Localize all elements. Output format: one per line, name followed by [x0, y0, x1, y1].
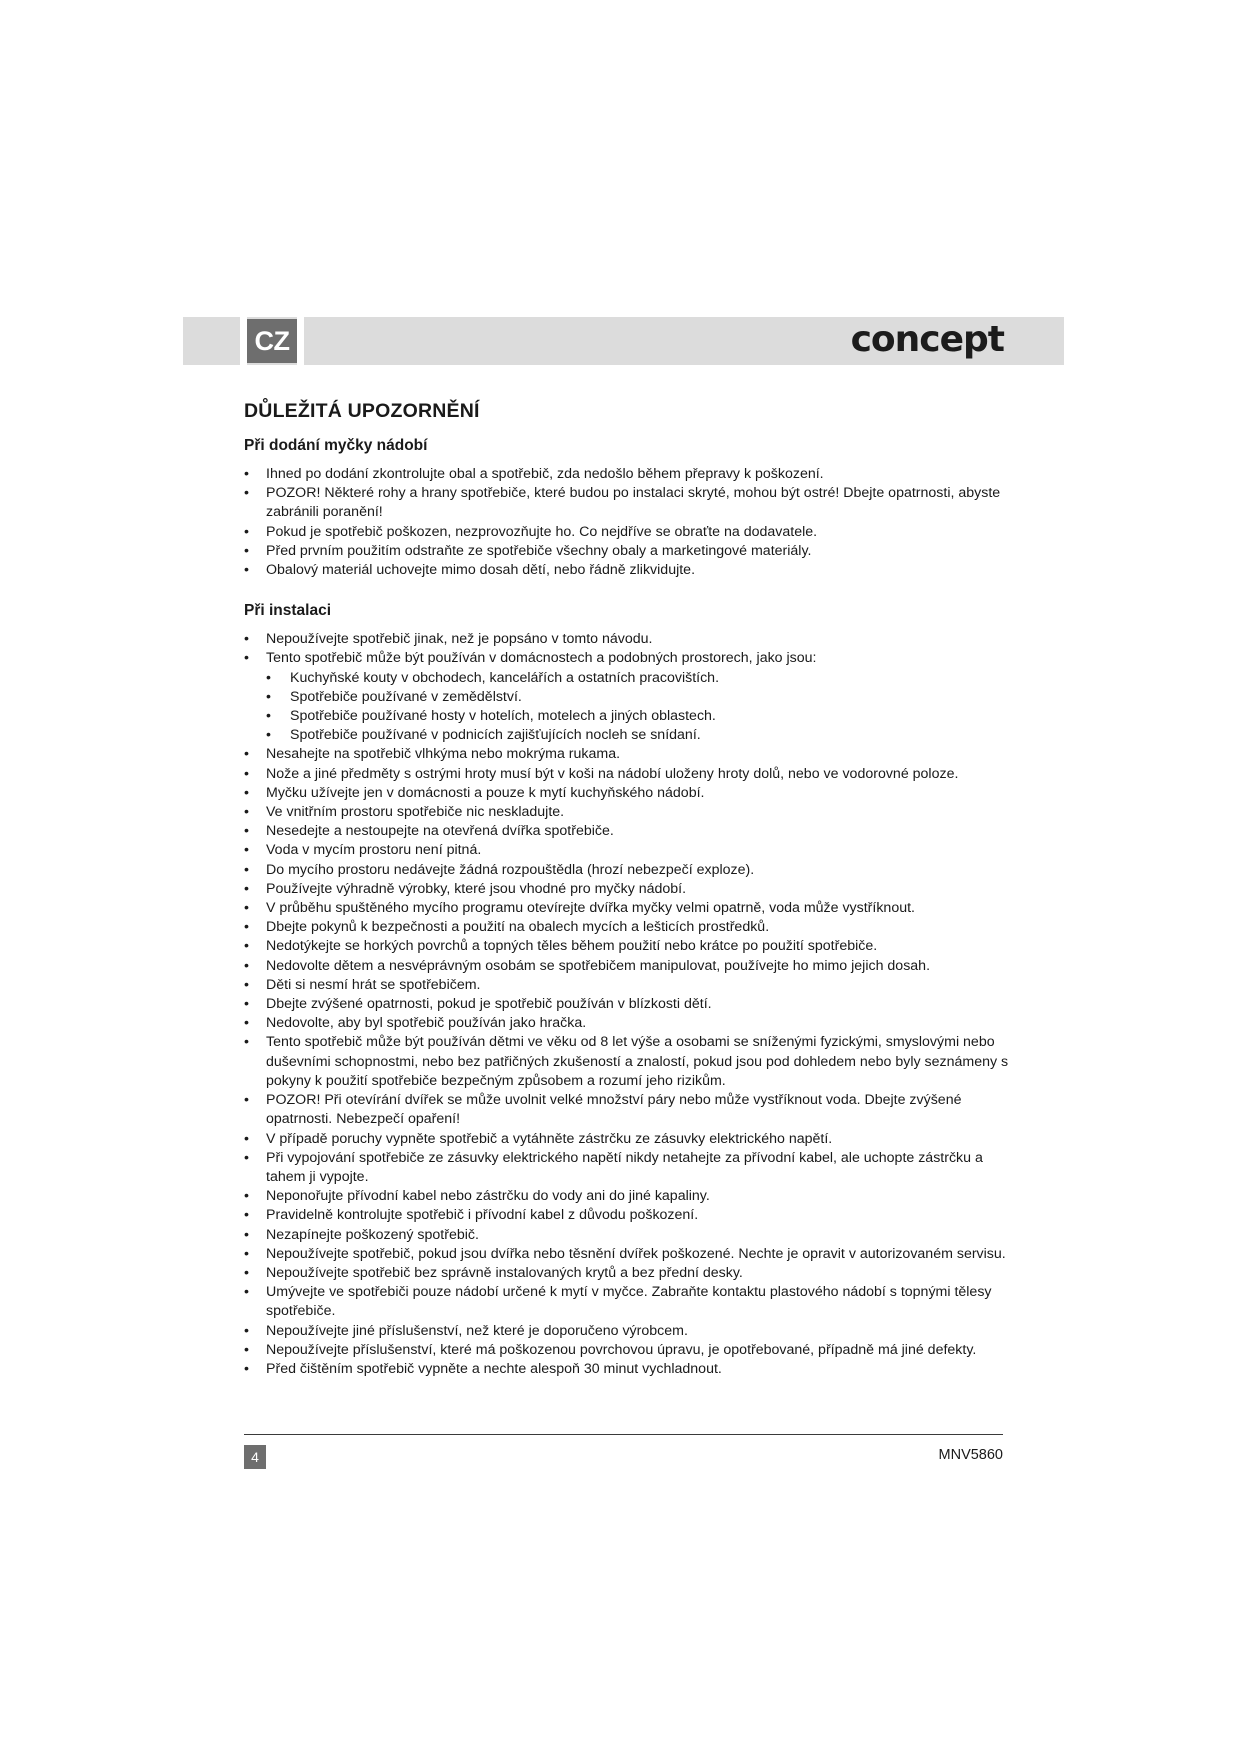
list-item: • Do mycího prostoru nedávejte žádná rozpouštědla (hrozí nebezpečí exploze). [244, 861, 1014, 880]
list-item: • Ihned po dodání zkontrolujte obal a spotřebič, zda nedošlo během přepravy k poškození. [244, 465, 1014, 484]
list-item: • Nezapínejte poškozený spotřebič. [244, 1226, 1014, 1245]
list-item: • Nepoužívejte příslušenství, které má poškozenou povrchovou úpravu, je opotřebované, případně má jiné defekty. [244, 1341, 1014, 1360]
header-divider-left [240, 317, 247, 365]
list-item: • Nesahejte na spotřebič vlhkýma nebo mokrýma rukama. [244, 745, 1014, 764]
list-item: • POZOR! Při otevírání dvířek se může uvolnit velké množství páry nebo může vystříknout voda. Dbejte zvýšené opatrnosti. Nebezpečí opaření! [244, 1091, 1014, 1129]
list-item: • Kuchyňské kouty v obchodech, kancelářích a ostatních pracovištích. [266, 669, 1014, 688]
list-item: • Nepoužívejte spotřebič jinak, než je popsáno v tomto návodu. [244, 630, 1014, 649]
list-item: • Obalový materiál uchovejte mimo dosah dětí, nebo řádně zlikvidujte. [244, 561, 1014, 580]
installation-list-a [244, 630, 1014, 668]
page-number: 4 [244, 1445, 266, 1469]
list-item: • Tento spotřebič může být používán v domácnostech a podobných prostorech, jako jsou: [244, 649, 1014, 668]
list-item: • Tento spotřebič může být používán dětmi ve věku od 8 let výše a osobami se sníženými fyzickými, smyslovými nebo duševními schopnostmi, nebo bez patřičných zkušeností a znalostí, pokud jsou pod dohledem nebo byly seznámeny s pokyny k použití spotřebiče bezpečným způsobem a rozumí jeho rizikům. [244, 1033, 1014, 1091]
delivery-list [244, 465, 1014, 580]
list-item: • Před prvním použitím odstraňte ze spotřebiče všechny obaly a marketingové materiály. [244, 542, 1014, 561]
list-item: • Voda v mycím prostoru není pitná. [244, 841, 1014, 860]
list-item: • Nepoužívejte spotřebič, pokud jsou dvířka nebo těsnění dvířek poškozené. Nechte je opravit v autorizovaném servisu. [244, 1245, 1014, 1264]
list-item: • Před čištěním spotřebič vypněte a nechte alespoň 30 minut vychladnout. [244, 1360, 1014, 1379]
section-heading-delivery: Při dodání myčky nádobí [244, 437, 428, 454]
list-item: • Neponořujte přívodní kabel nebo zástrčku do vody ani do jiné kapaliny. [244, 1187, 1014, 1206]
list-item: • Používejte výhradně výrobky, které jsou vhodné pro myčky nádobí. [244, 880, 1014, 899]
list-item: • Nedotýkejte se horkých povrchů a topných těles během použití nebo krátce po použití spotřebiče. [244, 937, 1014, 956]
brand-logo: concept [850, 319, 1004, 360]
list-item: • Děti si nesmí hrát se spotřebičem. [244, 976, 1014, 995]
list-item: • Spotřebiče používané v zemědělství. [266, 688, 1014, 707]
list-item: • Nedovolte, aby byl spotřebič používán jako hračka. [244, 1014, 1014, 1033]
list-item: • V průběhu spuštěného mycího programu otevírejte dvířka myčky velmi opatrně, voda může vystříknout. [244, 899, 1014, 918]
list-item: • Nesedejte a nestoupejte na otevřená dvířka spotřebiče. [244, 822, 1014, 841]
list-item: • V případě poruchy vypněte spotřebič a vytáhněte zástrčku ze zásuvky elektrického napětí. [244, 1130, 1014, 1149]
list-item: • Nedovolte dětem a nesvéprávným osobám se spotřebičem manipulovat, používejte ho mimo jejich dosah. [244, 957, 1014, 976]
installation-sublist [244, 669, 1014, 746]
list-item: • Pravidelně kontrolujte spotřebič i přívodní kabel z důvodu poškození. [244, 1206, 1014, 1225]
list-item: • Dbejte zvýšené opatrnosti, pokud je spotřebič používán v blízkosti dětí. [244, 995, 1014, 1014]
section-heading-installation: Při instalaci [244, 602, 332, 620]
model-number: MNV5860 [938, 1447, 1003, 1463]
list-item: • Při vypojování spotřebiče ze zásuvky elektrického napětí nikdy netahejte za přívodní kabel, ale uchopte zástrčku a tahem ji vypojte. [244, 1149, 1014, 1187]
list-item: • Umývejte ve spotřebiči pouze nádobí určené k mytí v myčce. Zabraňte kontaktu plastového nádobí s topnými tělesy spotřebiče. [244, 1283, 1014, 1321]
list-item: • Ve vnitřním prostoru spotřebiče nic neskladujte. [244, 803, 1014, 822]
list-item: • Spotřebiče používané v podnicích zajišťujících nocleh se snídaní. [266, 726, 1014, 745]
page-title: DŮLEŽITÁ UPOZORNĚNÍ [244, 400, 480, 422]
list-item: • Nepoužívejte spotřebič bez správně instalovaných krytů a bez přední desky. [244, 1264, 1014, 1283]
document-content [244, 400, 1014, 1379]
list-item: • POZOR! Některé rohy a hrany spotřebiče, které budou po instalaci skryté, mohou být ostré! Dbejte opatrnosti, abyste zabránili poranění! [244, 484, 1014, 522]
installation-list-b [244, 745, 1014, 1379]
language-badge: CZ [247, 319, 297, 363]
header-divider-right [297, 317, 304, 365]
list-item: • Nepoužívejte jiné příslušenství, než které je doporučeno výrobcem. [244, 1322, 1014, 1341]
list-item: • Nože a jiné předměty s ostrými hroty musí být v koši na nádobí uloženy hroty dolů, nebo ve vodorovné poloze. [244, 765, 1014, 784]
list-item: • Spotřebiče používané hosty v hotelích, motelech a jiných oblastech. [266, 707, 1014, 726]
list-item: • Myčku užívejte jen v domácnosti a pouze k mytí kuchyňského nádobí. [244, 784, 1014, 803]
list-item: • Pokud je spotřebič poškozen, nezprovozňujte ho. Co nejdříve se obraťte na dodavatele. [244, 523, 1014, 542]
list-item: • Dbejte pokynů k bezpečnosti a použití na obalech mycích a lešticích prostředků. [244, 918, 1014, 937]
footer-rule [244, 1434, 1003, 1435]
